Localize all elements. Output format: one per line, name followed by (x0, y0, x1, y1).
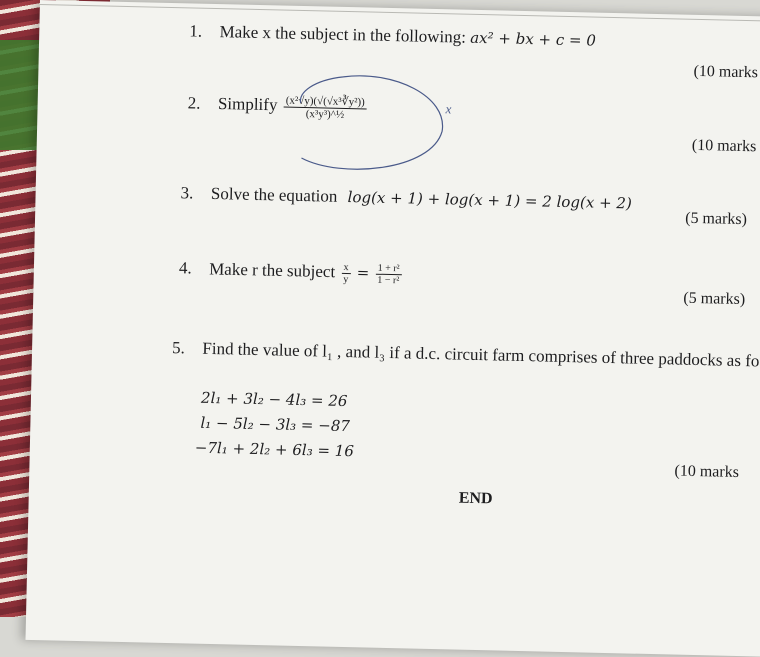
equation-1: 2l₁ + 3l₂ − 4l₃ = 26 (200, 388, 348, 411)
question-5 (172, 338, 760, 371)
question-3-marks: (5 marks) (685, 209, 748, 229)
question-number: 1. (189, 21, 203, 41)
question-2-marks: (10 marks (691, 136, 757, 156)
question-math: ax² + bx + c = 0 (470, 28, 597, 50)
equation-3: −7l₁ + 2l₂ + 6l₃ = 16 (194, 438, 355, 461)
question-5-marks: (10 marks (674, 462, 740, 481)
question-number: 3. (180, 183, 194, 203)
question-number: 5. (171, 338, 186, 358)
fraction-numerator: 1 + r² (375, 263, 401, 276)
fraction-numerator: x (341, 262, 350, 274)
equation-2: l₁ − 5l₂ − 3l₃ = −87 (200, 413, 351, 436)
fraction-r (375, 263, 401, 287)
exam-paper (25, 0, 760, 657)
fabric-green-patch (0, 40, 40, 150)
pen-x-mark: x (445, 101, 452, 117)
question-text: Make r the subject (208, 259, 336, 282)
fraction-denominator: (x³y³)^½ (305, 108, 345, 121)
question-4: 4. Make r the subject $\frac{x}{y}$ = $\frac{\text{1 + r²}}{\text{1 − r²}}$ (178, 258, 400, 287)
question-number: 2. (187, 93, 201, 113)
question-1 (189, 21, 596, 50)
end-label: END (458, 489, 493, 508)
question-number: 4. (178, 258, 192, 278)
question-3 (180, 183, 632, 213)
fraction-denominator: 1 − r² (377, 274, 400, 287)
question-4-marks: (5 marks) (683, 289, 746, 309)
question-1-marks: (10 marks (693, 62, 759, 82)
question-text: Simplify (217, 93, 278, 115)
paper-edge-line (40, 4, 760, 22)
fraction-x-over-y (341, 262, 351, 285)
pen-circle-annotation (281, 68, 453, 182)
question-text: Find the value of l₁ , and l₃ if a d.c. circuit farm comprises of three paddocks as fo (202, 338, 760, 371)
fraction-denominator: y (343, 273, 349, 286)
question-text: Solve the equation (210, 183, 338, 206)
question-text: Make x the subject in the following: (219, 22, 467, 47)
fraction-numerator: (x²√y)(√(√x³∛y²)) (284, 94, 367, 110)
question-math: log(x + 1) + log(x + 1) = 2 log(x + 2) (347, 188, 633, 213)
